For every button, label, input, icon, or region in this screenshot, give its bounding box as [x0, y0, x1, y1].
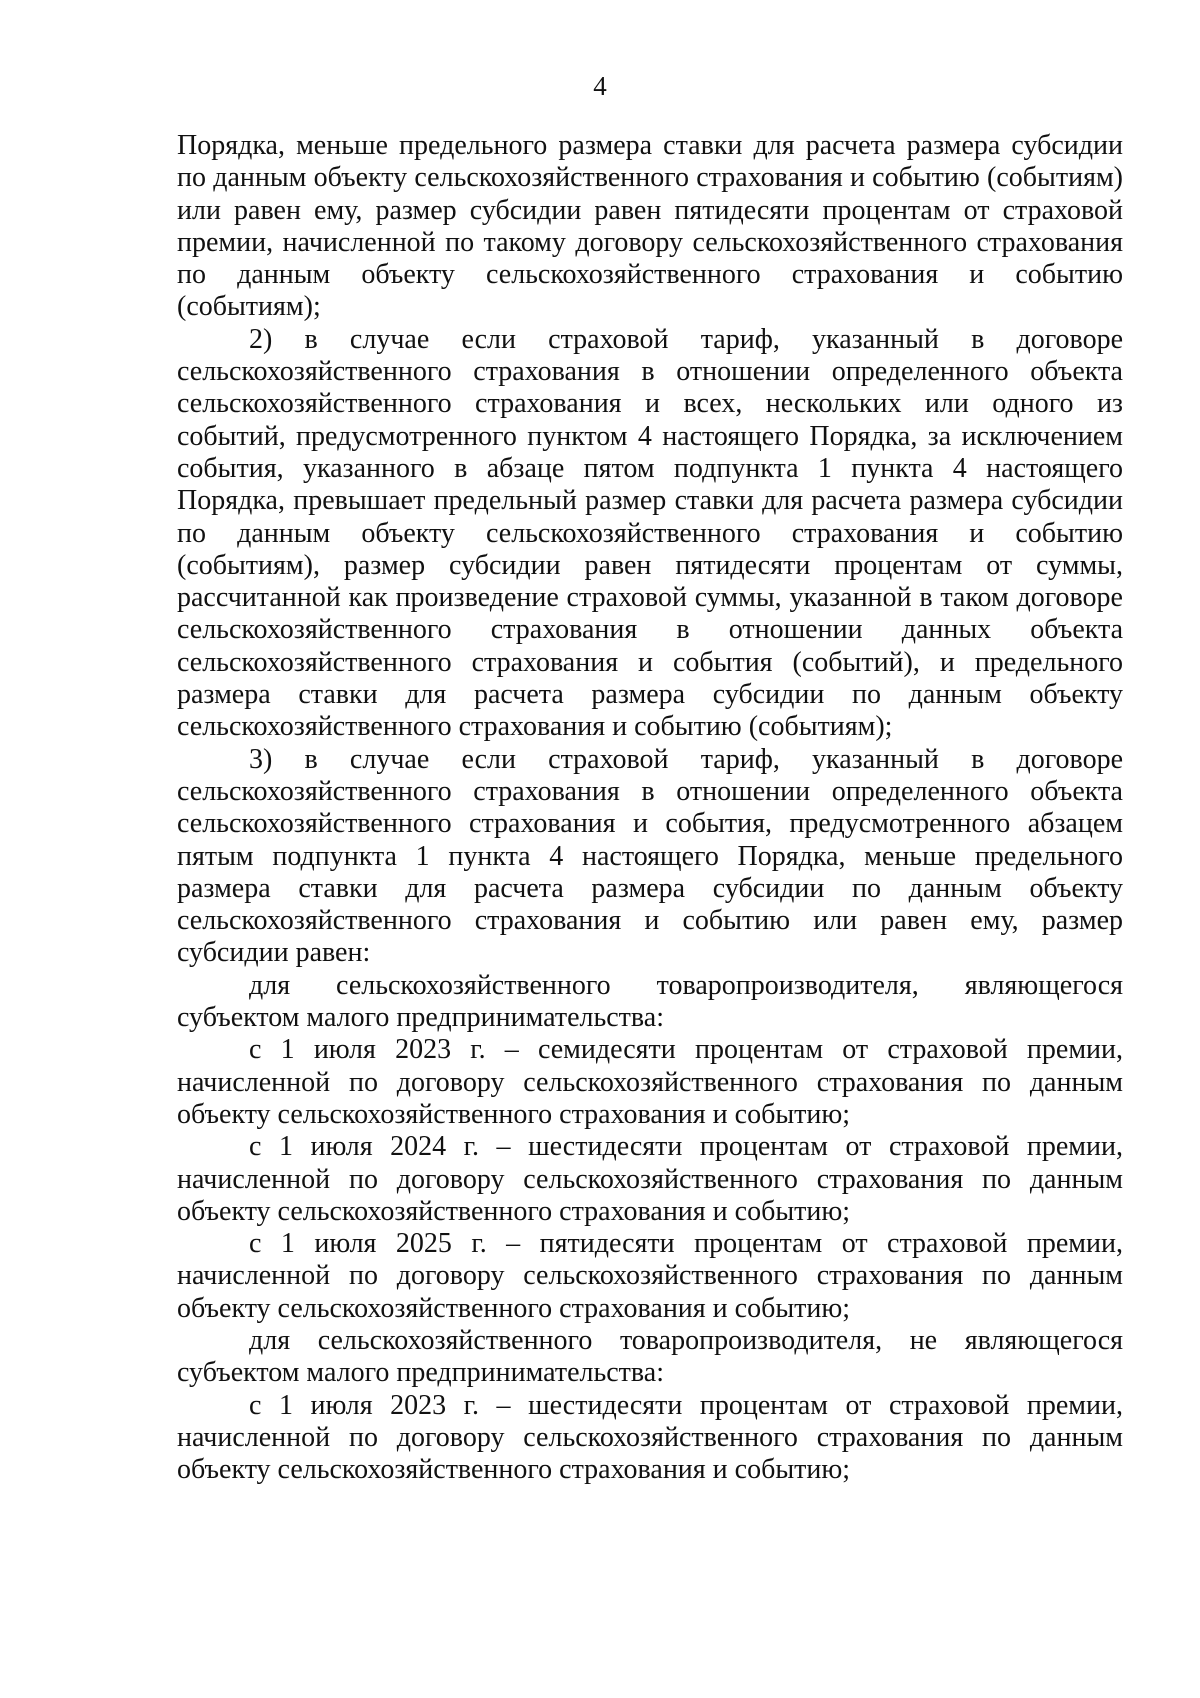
document-body [177, 130, 1123, 1486]
paragraph-2023-non-small-business: с 1 июля 2023 г. – шестидесяти процентам от страховой премии, начисленной по договору сельскохозяйственного страхования по данным объекту сельскохозяйственного страхования и событию; [177, 1389, 1123, 1486]
paragraph-2024-small-business: с 1 июля 2024 г. – шестидесяти процентам от страховой премии, начисленной по договору сельскохозяйственного страхования по данным объекту сельскохозяйственного страхования и событию; [177, 1131, 1123, 1227]
paragraph-2023-small-business: с 1 июля 2023 г. – семидесяти процентам от страховой премии, начисленной по договору сельскохозяйственного страхования по данным объекту сельскохозяйственного страхования и событию; [177, 1034, 1123, 1130]
paragraph-non-small-business-heading: для сельскохозяйственного товаропроизводителя, не являющегося субъектом малого предпринимательства: [177, 1324, 1123, 1389]
page-number: 4 [593, 71, 607, 101]
paragraph-2025-small-business: с 1 июля 2025 г. – пятидесяти процентам от страховой премии, начисленной по договору сельскохозяйственного страхования по данным объекту сельскохозяйственного страхования и событию; [177, 1228, 1123, 1324]
paragraph-small-business-heading: для сельскохозяйственного товаропроизводителя, являющегося субъектом малого предпринимательства: [177, 969, 1123, 1034]
paragraph-item-3: 3) в случае если страховой тариф, указанный в договоре сельскохозяйственного страхования в отношении определенного объекта сельскохозяйственного страхования и события, предусмотренного абзацем пятым подпункта 1 пункта 4 настоящего Порядка, меньше предельного размера ставки для расчета размера субсидии по данным объекту сельскохозяйственного страхования и событию или равен ему, размер субсидии равен: [177, 743, 1123, 969]
paragraph-item-2: 2) в случае если страховой тариф, указанный в договоре сельскохозяйственного страхования в отношении определенного объекта сельскохозяйственного страхования и всех, нескольких или одного из событий, предусмотренного пунктом 4 настоящего Порядка, за исключением события, указанного в абзаце пятом подпункта 1 пункта 4 настоящего Порядка, превышает предельный размер ставки для расчета размера субсидии по данным объекту сельскохозяйственного страхования и событию (событиям), размер субсидии равен пятидесяти процентам от суммы, рассчитанной как произведение страховой суммы, указанной в таком договоре сельскохозяйственного страхования в отношении данных объекта сельскохозяйственного страхования и события (событий), и предельного размера ставки для расчета размера субсидии по данным объекту сельскохозяйственного страхования и событию (событиям); [177, 323, 1123, 743]
paragraph-continuation: Порядка, меньше предельного размера ставки для расчета размера субсидии по данным объекту сельскохозяйственного страхования и событию (событиям) или равен ему, размер субсидии равен пятидесяти процентам от страховой премии, начисленной по такому договору сельскохозяйственного страхования по данным объекту сельскохозяйственного страхования и событию (событиям); [177, 130, 1123, 323]
